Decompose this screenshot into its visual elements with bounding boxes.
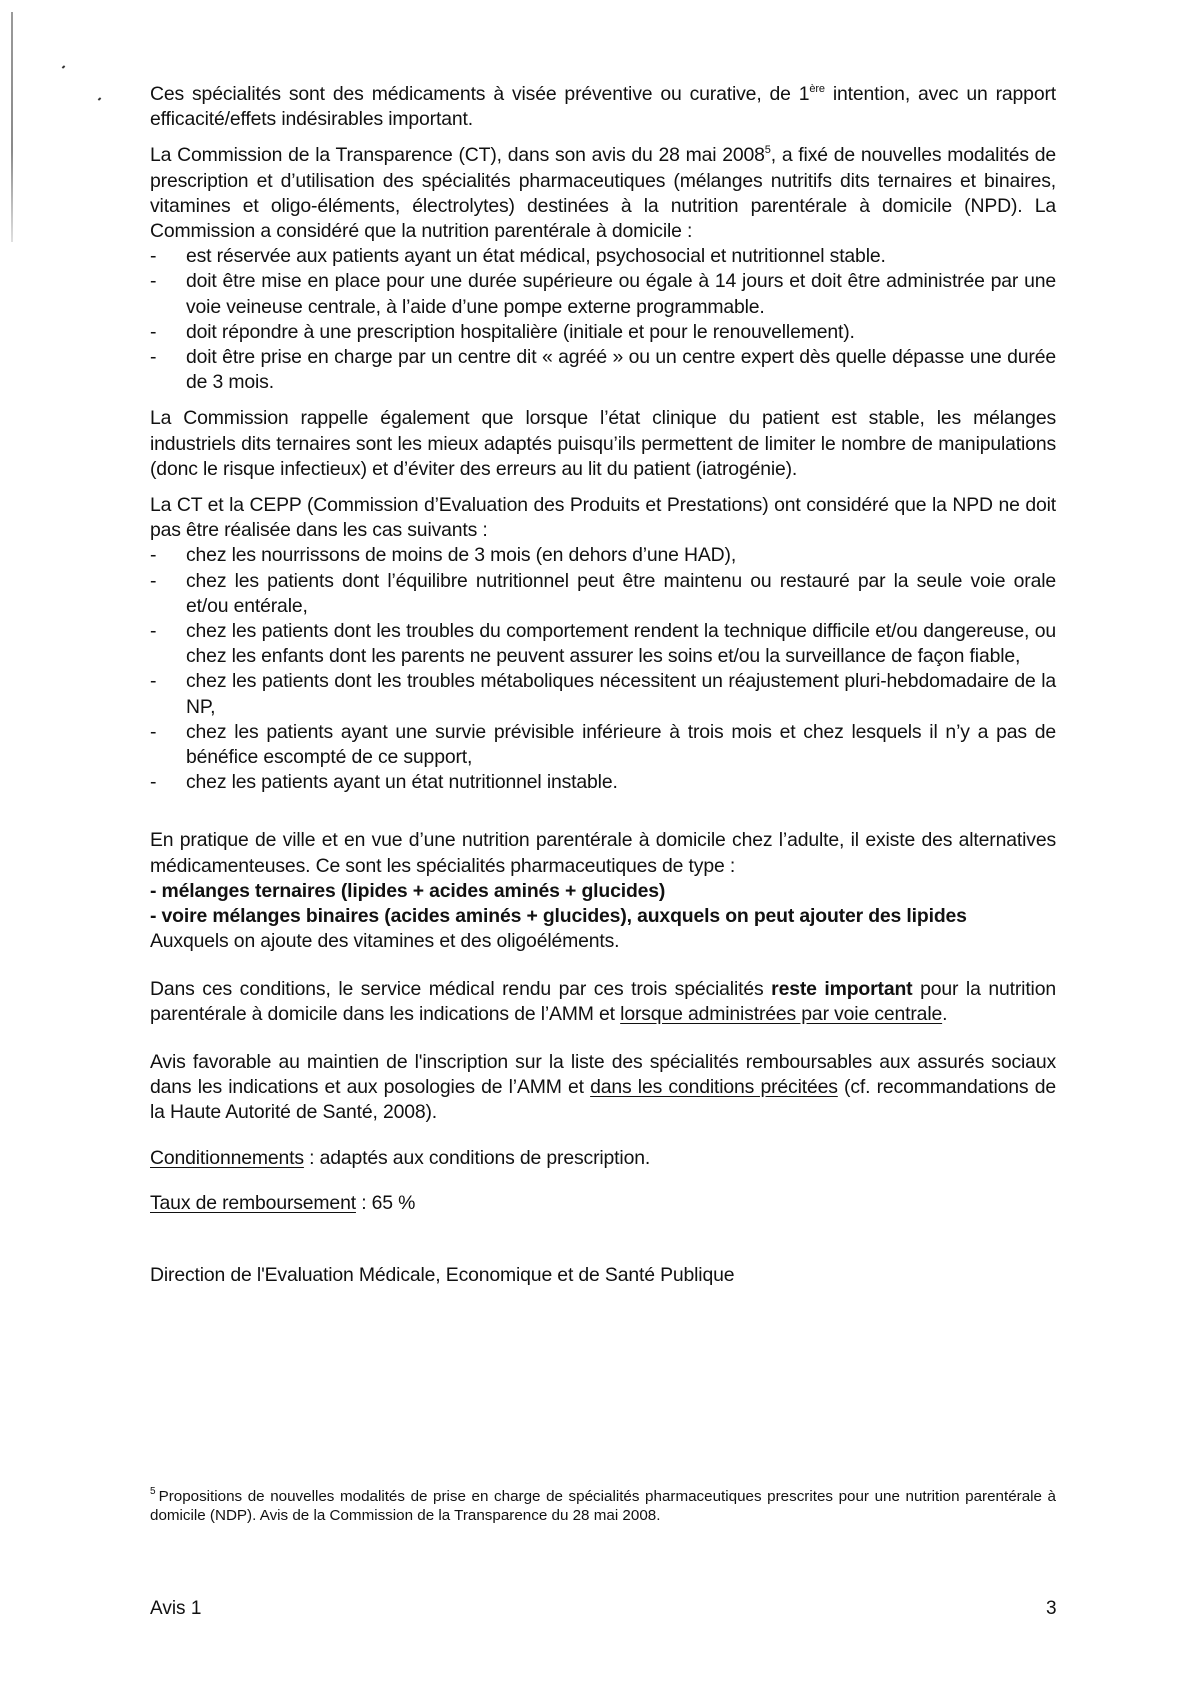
list-item (150, 669, 1056, 719)
list-item (150, 320, 1056, 345)
paragraph-taux-remboursement (150, 1191, 1056, 1216)
scan-speck (62, 65, 66, 68)
direction-signature: Direction de l'Evaluation Médicale, Economique et de Santé Publique (150, 1263, 735, 1286)
dash-bullet: - (150, 245, 157, 268)
dash-bullet: - (150, 544, 157, 567)
paragraph-alternatives (150, 828, 1056, 954)
underlined-text: dans les conditions précitées (590, 1076, 838, 1099)
bold-line: - mélanges ternaires (lipides + acides aminés + glucides) (150, 879, 666, 902)
list-item-text: chez les nourrissons de moins de 3 mois (en dehors d’une HAD), (186, 544, 737, 567)
text: Avis favorable au maintien de l'inscription sur la liste des spécialités remboursables aux assurés sociaux dans les indications et aux posologies de l’AMM et (150, 1050, 1056, 1099)
list-item (150, 720, 1056, 770)
list-item-text: doit répondre à une prescription hospitalière (initiale et pour le renouvellement). (186, 320, 855, 343)
page-number: 3 (1046, 1598, 1057, 1619)
underlined-text: lorsque administrées par voie centrale (620, 1002, 943, 1025)
paragraph-commission-rappel: La Commission rappelle également que lorsque l’état clinique du patient est stable, les mélanges industriels dits ternaires sont les mieux adaptés puisqu’ils permettent de limiter le nombre de manipulations (donc le risque infectieux) et d’éviter des erreurs au lit du patient (iatrogénie). (150, 407, 1056, 480)
footnote-reference[interactable]: 5 (764, 144, 771, 157)
label: Conditionnements (150, 1146, 304, 1169)
spacer (150, 955, 1056, 977)
text: . (942, 1002, 948, 1025)
list-item-text: chez les patients ayant un état nutritionnel instable. (186, 771, 618, 794)
text: (cf. recommandations de la Haute Autorité de Santé, 2008). (150, 1076, 1056, 1124)
paragraph-conditionnements (150, 1146, 1056, 1171)
list-item (150, 269, 1056, 319)
dash-bullet: - (150, 720, 157, 743)
paragraph-indication (150, 82, 1056, 132)
dash-bullet: - (150, 771, 157, 794)
list-item (150, 345, 1056, 395)
text: Ces spécialités sont des médicaments à visée préventive ou curative, de 1 (150, 83, 810, 105)
list-item (150, 543, 1056, 568)
spacer (150, 1038, 1056, 1050)
dash-bullet: - (150, 569, 157, 592)
list-item-text: chez les patients dont les troubles du comportement rendent la technique difficile et/ou dangereuse, ou chez les enfants dont les parents ne peuvent assurer les soins et/ou la surveillance de façon fiable, (186, 620, 1056, 668)
footnote-text: Propositions de nouvelles modalités de prise en charge de spécialités pharmaceutiques prescrites pour une nutrition parentérale à domicile (NDP). Avis de la Commission de la Transparence du 28 mai 2008. (150, 1488, 1056, 1524)
list-item (150, 619, 1056, 669)
text: intention, avec un rapport efficacité/effets indésirables important. (150, 83, 1056, 131)
list-item-text: chez les patients ayant une survie prévisible inférieure à trois mois et chez lesquels il n’y a pas de bénéfice escompté de ce support, (186, 720, 1056, 769)
footer-document-label: Avis 1 (150, 1598, 202, 1619)
paragraph-commission-avis (150, 143, 1056, 244)
value: : 65 % (355, 1191, 416, 1214)
text: Dans ces conditions, le service médical rendu par ces trois spécialités (150, 977, 772, 1000)
footnote (150, 1487, 1056, 1525)
text: Auxquels on ajoute des vitamines et des oligoéléments. (150, 930, 620, 953)
paragraph-ct-cepp: La CT et la CEPP (Commission d’Evaluation des Produits et Prestations) ont considéré que la NPD ne doit pas être réalisée dans les cas suivants : (150, 494, 1056, 542)
dash-bullet: - (150, 670, 157, 693)
list-item (150, 244, 1056, 269)
dash-bullet: - (150, 346, 157, 369)
list-item-text: est réservée aux patients ayant un état médical, psychosocial et nutritionnel stable. (186, 245, 886, 268)
text: En pratique de ville et en vue d’une nutrition parentérale à domicile chez l’adulte, il existe des alternatives médicamenteuses. Ce sont les spécialités pharmaceutiques de type : (150, 829, 1056, 877)
dash-bullet: - (150, 620, 157, 643)
bold-text: reste important (771, 977, 913, 1000)
list-item-text: doit être mise en place pour une durée supérieure ou égale à 14 jours et doit être administrée par une voie veineuse centrale, à l’aide d’une pompe externe programmable. (186, 270, 1056, 318)
spacer (150, 806, 1056, 828)
text: pour la nutrition parentérale à domicile dans les indications de l’AMM et (150, 977, 1056, 1025)
list-item-text: doit être prise en charge par un centre dit « agréé » ou un centre expert dès quelle dépasse une durée de 3 mois. (186, 346, 1056, 394)
bold-line: - voire mélanges binaires (acides aminés + glucides), auxquels on peut ajouter des lipides (150, 905, 967, 928)
dash-bullet: - (150, 320, 157, 343)
scan-margin-line (11, 12, 13, 242)
text: , a fixé de nouvelles modalités de prescription et d’utilisation des spécialités pharmaceutiques (mélanges nutritifs dits ternaires et binaires, vitamines et oligo-éléments, électrolytes) destinées à la nutrition parentérale à domicile (NPD). La Commission a considéré que la nutrition parentérale à domicile : (150, 144, 1056, 243)
list-item (150, 770, 1056, 795)
dash-bullet: - (150, 270, 157, 293)
list-item (150, 569, 1056, 619)
document-body (150, 82, 1056, 1299)
paragraph-avis-favorable (150, 1050, 1056, 1126)
scan-speck (98, 97, 102, 100)
label: Taux de remboursement (150, 1191, 356, 1214)
paragraph-smr (150, 977, 1056, 1027)
list-item-text: chez les patients dont l’équilibre nutritionnel peut être maintenu ou restauré par la seule voie orale et/ou entérale, (186, 569, 1056, 617)
superscript: ère (809, 83, 825, 95)
npd-exclusion-list (150, 543, 1056, 795)
value: : adaptés aux conditions de prescription. (303, 1146, 651, 1169)
footnote-number: 5 (150, 1486, 156, 1497)
text: La Commission de la Transparence (CT), dans son avis du 28 mai 2008 (150, 144, 765, 167)
npd-criteria-list (150, 244, 1056, 395)
list-item-text: chez les patients dont les troubles métaboliques nécessitent un réajustement pluri-hebdomadaire de la NP, (186, 670, 1056, 718)
